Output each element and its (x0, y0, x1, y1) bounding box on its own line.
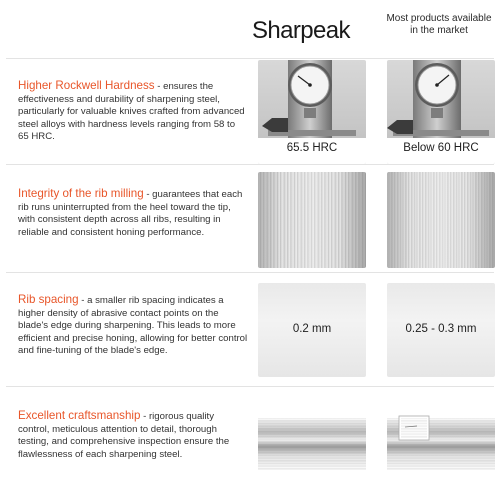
sharpeak-hardness-tester (258, 60, 366, 164)
sharpeak-rib-closeup (258, 172, 366, 268)
feature-craftsmanship (18, 410, 248, 461)
feature-rib-milling (18, 188, 248, 239)
feature-rib-spacing (18, 294, 248, 358)
row-divider (6, 272, 494, 273)
feature-hardness (18, 80, 248, 144)
feature-description: - ensures the effectiveness and durability of sharpening steel, particularly for valuable knives crafted from advanced steel alloys with hardness levels ranging from 58 to 65 HRC. (18, 81, 245, 143)
rod-image (258, 396, 366, 492)
other-rib-spacing-card (387, 283, 495, 377)
sharpeak-rod-closeup (258, 396, 366, 492)
sharpeak-rib-spacing-card (258, 283, 366, 377)
brand-logo (252, 12, 356, 50)
row-divider (6, 164, 494, 165)
other-rib-spacing-value: 0.25 - 0.3 mm (405, 323, 477, 335)
other-rib-closeup (387, 172, 495, 268)
feature-title: Rib spacing (18, 293, 79, 306)
row-divider (6, 386, 494, 387)
rib-surface-image (387, 172, 495, 268)
brand-name: Sharpeak (252, 17, 350, 44)
feature-title: Integrity of the rib milling (18, 187, 144, 200)
feature-title: Higher Rockwell Hardness (18, 79, 155, 92)
other-rod-closeup (387, 396, 495, 492)
feature-description: - rigorous quality control, meticulous attention to detail, thorough testing, and comprehensive inspection ensure the flawlessness of each sharpening steel. (18, 411, 230, 460)
rod-image (387, 396, 495, 492)
other-hardness-value: Below 60 HRC (403, 142, 479, 154)
feature-description: - guarantees that each rib runs uninterrupted from the heel toward the tip, with consistent depth across all ribs, resulting in reliable and consistent honing performance. (18, 189, 243, 238)
other-products-header: Most products available in the market (386, 13, 492, 36)
sharpeak-hardness-value: 65.5 HRC (286, 142, 338, 154)
other-hardness-tester (387, 60, 495, 164)
rib-surface-image (258, 172, 366, 268)
feature-description: - a smaller rib spacing indicates a higher density of abrasive contact points on the blade's edge during sharpening. This leads to more efficient and precise honing, allowing for better control and fine-tuning of the blade's edge. (18, 295, 248, 357)
feature-title: Excellent craftsmanship (18, 409, 141, 422)
row-divider (6, 58, 494, 59)
sharpeak-rib-spacing-value: 0.2 mm (292, 323, 332, 335)
